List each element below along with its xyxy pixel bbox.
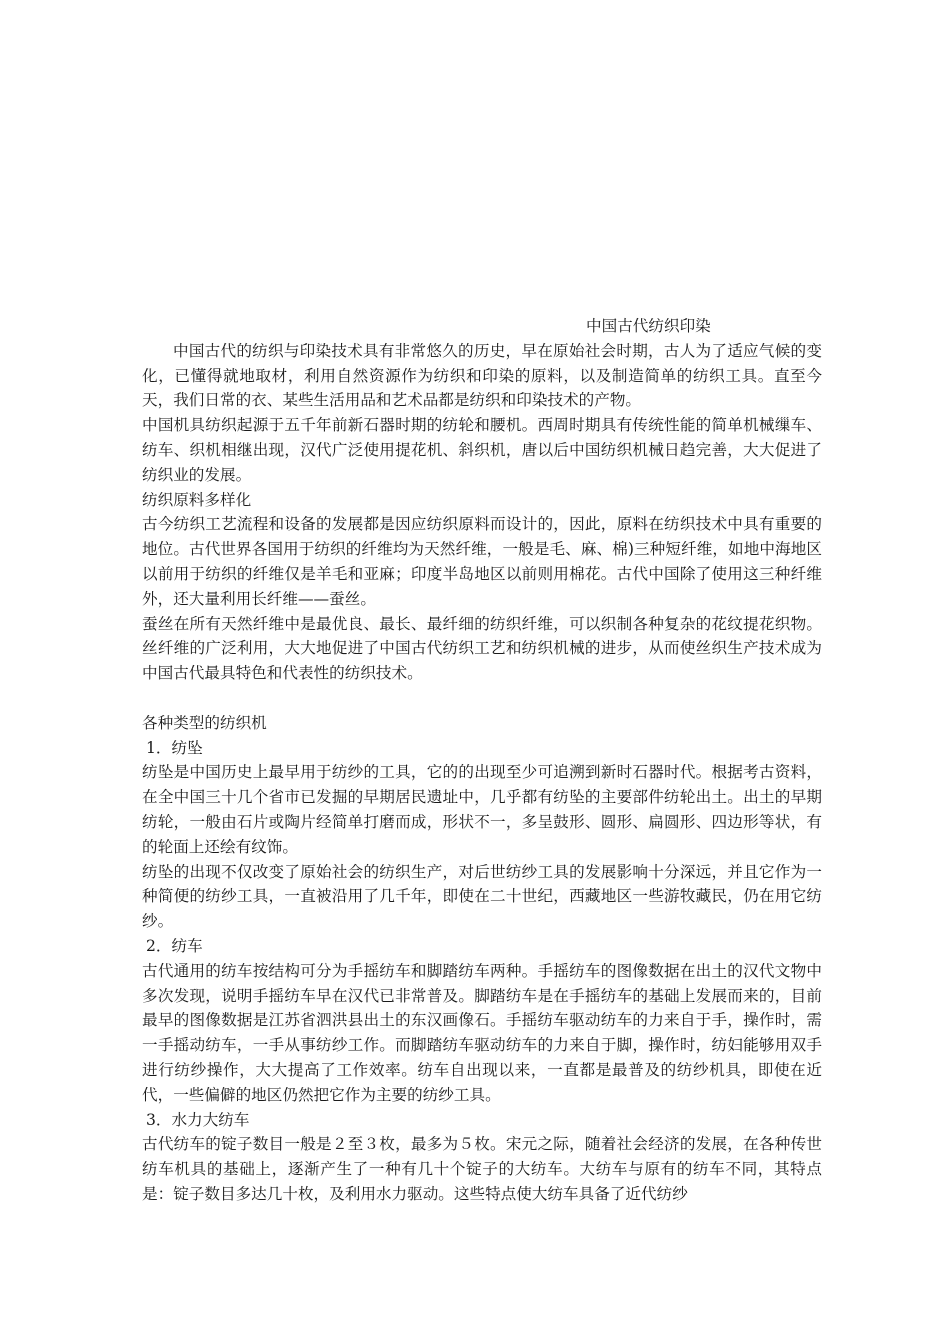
materials-heading: 纺织原料多样化 xyxy=(142,490,252,509)
intro-paragraph: 中国古代的纺织与印染技术具有非常悠久的历史，早在原始社会时期，古人为了适应气候的变化，已懂得就地取材，利用自然资源作为纺织和印染的原料，以及制造简单的纺织工具。直至今天，我们日常的衣、某些生活用品和艺术品都是纺织和印染技术的产物。 xyxy=(142,341,822,410)
spindle-paragraph-2: 纺坠的出现不仅改变了原始社会的纺织生产，对后世纺纱工具的发展影响十分深远，并且它作为一种简便的纺纱工具，一直被沿用了几千年，即使在二十世纪，西藏地区一些游牧藏民，仍在用它纺纱。 xyxy=(142,862,822,931)
document-body xyxy=(142,314,822,1207)
machinery-paragraph: 中国机具纺织起源于五千年前新石器时期的纺轮和腰机。西周时期具有传统性能的简单机械缫车、纺车、织机相继出现，汉代广泛使用提花机、斜织机，唐以后中国纺织机械日趋完善，大大促进了纺织业的发展。 xyxy=(142,416,822,484)
materials-paragraph-1: 古今纺织工艺流程和设备的发展都是因应纺织原料而设计的，因此，原料在纺织技术中具有重要的地位。古代世界各国用于纺织的纤维均为天然纤维，一般是毛、麻、棉)三种短纤维，如地中海地区以前用于纺织的纤维仅是羊毛和亚麻；印度半岛地区以前则用棉花。古代中国除了使用这三种纤维外，还大量利用长纤维——蚕丝。 xyxy=(142,515,822,608)
wheel-heading: 2．纺车 xyxy=(146,936,203,955)
blank-line xyxy=(142,686,822,711)
water-wheel-heading: 3．水力大纺车 xyxy=(146,1110,250,1129)
spindle-paragraph-1: 纺坠是中国历史上最早用于纺纱的工具，它的的出现至少可追溯到新时石器时代。根据考古资料，在全中国三十几个省市已发掘的早期居民遗址中，几乎都有纺坠的主要部件纺轮出土。出土的早期纺轮，一般由石片或陶片经简单打磨而成，形状不一，多呈鼓形、圆形、扁圆形、四边形等状，有的轮面上还绘有纹饰。 xyxy=(142,763,822,856)
document-title: 中国古代纺织印染 xyxy=(586,317,711,335)
machines-heading: 各种类型的纺织机 xyxy=(142,713,267,732)
water-wheel-paragraph: 古代纺车的锭子数目一般是２至３枚，最多为５枚。宋元之际，随着社会经济的发展，在各种传世纺车机具的基础上，逐渐产生了一种有几十个锭子的大纺车。大纺车与原有的纺车不同，其特点是：锭子数目多达几十枚，及利用水力驱动。这些特点使大纺车具备了近代纺纱 xyxy=(142,1135,822,1203)
spindle-heading: 1．纺坠 xyxy=(146,738,203,757)
wheel-paragraph: 古代通用的纺车按结构可分为手摇纺车和脚踏纺车两种。手摇纺车的图像数据在出土的汉代文物中多次发现，说明手摇纺车早在汉代已非常普及。脚踏纺车是在手摇纺车的基础上发展而来的，目前最早的图像数据是江苏省泗洪县出土的东汉画像石。手摇纺车驱动纺车的力来自于手，操作时，需一手摇动纺车，一手从事纺纱工作。而脚踏纺车驱动纺车的力来自于脚，操作时，纺妇能够用双手进行纺纱操作，大大提高了工作效率。纺车自出现以来，一直都是最普及的纺纱机具，即使在近代，一些偏僻的地区仍然把它作为主要的纺纱工具。 xyxy=(142,961,822,1104)
materials-paragraph-2: 蚕丝在所有天然纤维中是最优良、最长、最纤细的纺织纤维，可以织制各种复杂的花纹提花织物。丝纤维的广泛利用，大大地促进了中国古代纺织工艺和纺织机械的进步，从而使丝织生产技术成为中国古代最具特色和代表性的纺织技术。 xyxy=(142,614,822,683)
